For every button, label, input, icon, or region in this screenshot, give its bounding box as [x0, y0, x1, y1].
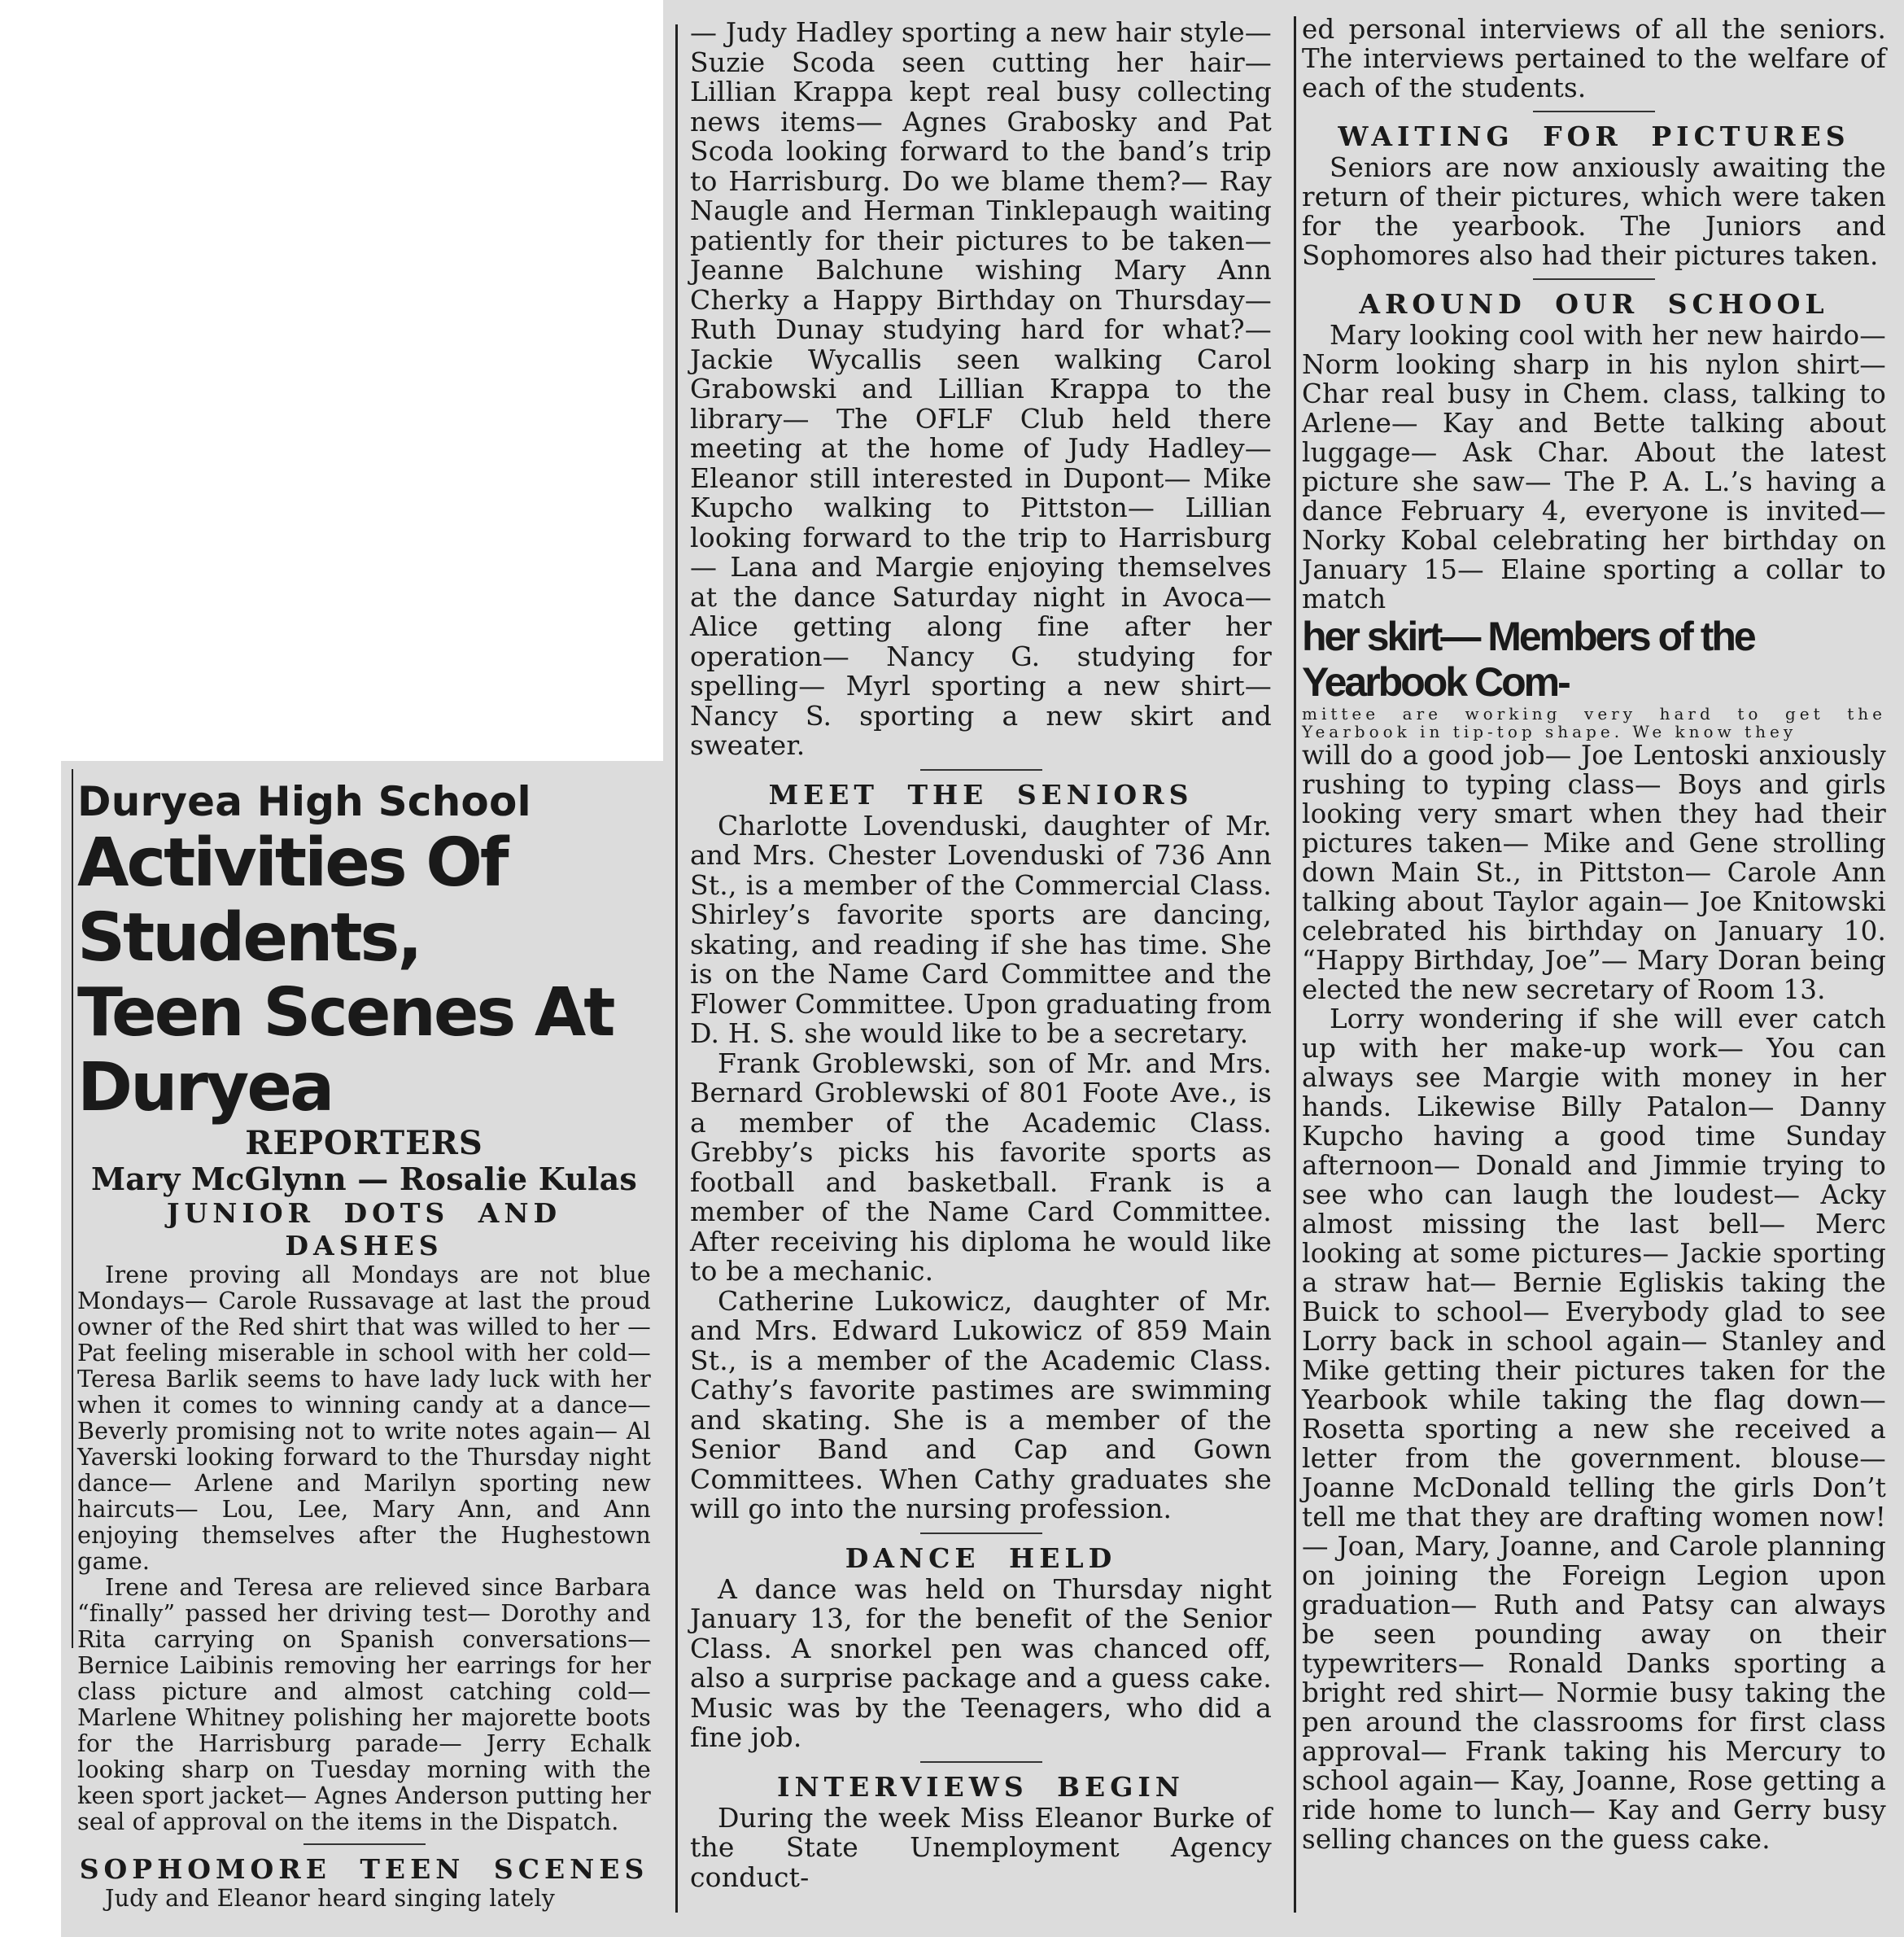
- article-paragraph: Irene proving all Mondays are not blue Mondays— Carole Russavage at last the proud owner of the Red shirt that was willed to her —Pat feeling miserable in school with her cold— Teresa Barlik seems to have lady luck with her when it comes to winning candy at a dance— Beverly promising not to write notes again— Al Yaverski looking forward to the Thursday night dance— Arlene and Marilyn sporting new haircuts— Lou, Lee, Mary Ann, and Ann enjoying themselves after the Hughestown game.: [77, 1261, 651, 1575]
- smeared-print-line: mittee are working very hard to get the Yearbook in tip-top shape. We know they: [1302, 704, 1886, 741]
- article-paragraph: Catherine Lukowicz, daughter of Mr. and Mrs. Edward Lukowicz of 859 Main St., is a member of the Academic Class. Cathy’s favorite pastimes are swimming and skating. She is a member of the Senior Band and Cap and Gown Committees. When Cathy graduates she will go into the nursing profession.: [690, 1284, 1272, 1524]
- article-paragraph: Irene and Teresa are relieved since Barbara “finally” passed her driving test— Dorothy and Rita carrying on Spanish conversations— Bernice Laibinis removing her earrings for her class picture and almost catching cold— Marlene Whitney polishing her majorette boots for the Harrisburg parade— Jerry Echalk looking sharp on Tuesday morning with the keen sport jacket— Agnes Anderson putting her seal of approval on the items in the Dispatch.: [77, 1574, 651, 1835]
- headline-block: [77, 777, 651, 1197]
- column-divider: [675, 24, 678, 1913]
- article-paragraph: A dance was held on Thursday night January 13, for the benefit of the Senior Class. A snorkel pen was chanced off, also a surprise package and a guess cake. Music was by the Teenagers, who did a fine job.: [690, 1572, 1272, 1753]
- smeared-print-line: her skirt— Members of the Yearbook Com-: [1302, 614, 1754, 705]
- section-heading: MEET THE SENIORS: [768, 778, 1194, 811]
- section-heading: DANCE HELD: [845, 1541, 1117, 1574]
- column-middle: [690, 18, 1272, 1892]
- article-paragraph: Lorry wondering if she will ever catch up with her make-up work— You can always see Margie with money in her hands. Likewise Billy Patalon— Danny Kupcho having a good time Sunday afternoon— Donald and Jimmie trying to see who can laugh the loudest— Acky almost missing the last bell— Merc looking at some pictures— Jackie sporting a straw hat— Bernie Egliskis taking the Buick to school— Everybody glad to see Lorry back in school again— Stanley and Mike getting their pictures taken for the Yearbook while taking the flag down— Rosetta sporting a new she received a letter from the government. blouse— Joanne McDonald telling the girls Don’t tell me that they are drafting women now!— Joan, Mary, Joanne, and Carole planning on joining the Foreign Legion upon graduation— Ruth and Patsy can always be seen pounding away on their typewriters— Ronald Danks sporting a bright red shirt— Normie busy taking the pen around the classrooms for first class approval— Frank taking his Mercury to school again— Kay, Joanne, Rose getting a ride home to lunch— Kay and Gerry busy selling chances on the guess cake.: [1302, 1003, 1886, 1855]
- article-paragraph: Mary looking cool with her new hairdo— Norm looking sharp in his nylon shirt— Char real busy in Chem. class, talking to Arlene— Kay and Bette talking about luggage— Ask Char. About the latest picture she saw— The P. A. L.’s having a dance February 4, everyone is invited— Norky Kobal celebrating her birthday on January 15— Elaine sporting a collar to match: [1302, 320, 1886, 614]
- section-heading: SOPHOMORE TEEN SCENES: [79, 1853, 649, 1885]
- divider-rule: [920, 1761, 1042, 1763]
- article-paragraph: — Judy Hadley sporting a new hair style— Suzie Scoda seen cutting her hair— Lillian Krappa kept real busy collecting news items— Agnes Grabosky and Pat Scoda looking forward to the band’s trip to Harrisburg. Do we blame them?— Ray Naugle and Herman Tinklepaugh waiting patiently for their pictures to be taken— Jeanne Balchune wishing Mary Ann Cherky a Happy Birthday on Thursday— Ruth Dunay studying hard for what?— Jackie Wycallis seen walking Carol Grabowski and Lillian Krappa to the library— The OFLF Club held there meeting at the home of Judy Hadley— Eleanor still interested in Dupont— Mike Kupcho walking to Pittston— Lillian looking forward to the trip to Harrisburg— Lana and Margie enjoying themselves at the dance Saturday night in Avoca— Alice getting along fine after her operation— Nancy G. studying for spelling— Myrl sporting a new shirt— Nancy S. sporting a new skirt and sweater.: [690, 16, 1272, 761]
- article-paragraph: Seniors are now anxiously awaiting the return of their pictures, which were taken for the yearbook. The Juniors and Sophomores also had their pictures taken.: [1302, 152, 1886, 271]
- article-paragraph: will do a good job— Joe Lentoski anxiously rushing to typing class— Boys and girls looking very smart when they had their pictures taken— Mike and Gene strolling down Main St., in Pittston— Carole Ann talking about Taylor again— Joe Knitowski celebrated his birthday on January 10. “Happy Birthday, Joe”— Mary Doran being elected the new secretary of Room 13.: [1302, 740, 1886, 1005]
- column-divider: [1294, 16, 1296, 1913]
- article-paragraph: During the week Miss Eleanor Burke of the State Unemployment Agency conduct-: [690, 1801, 1272, 1893]
- article-paragraph: Judy and Eleanor heard singing lately: [105, 1885, 556, 1912]
- headline-line-2: Teen Scenes At Duryea: [77, 974, 614, 1126]
- divider-rule: [304, 1843, 426, 1845]
- section-heading: INTERVIEWS BEGIN: [777, 1770, 1185, 1803]
- column-divider: [72, 769, 73, 1648]
- divider-rule: [920, 1533, 1042, 1534]
- headline-line-1: Activities Of Students,: [77, 824, 507, 977]
- section-heading: AROUND OUR SCHOOL: [1359, 288, 1829, 320]
- reporters-names: Mary McGlynn — Rosalie Kulas: [91, 1161, 637, 1197]
- divider-rule: [1533, 278, 1655, 280]
- kicker: Duryea High School: [77, 778, 531, 825]
- section-heading: JUNIOR DOTS AND DASHES: [166, 1197, 562, 1261]
- divider-rule: [1533, 111, 1655, 112]
- section-heading: WAITING FOR PICTURES: [1338, 120, 1850, 152]
- article-paragraph: Frank Groblewski, son of Mr. and Mrs. Bernard Groblewski of 801 Foote Ave., is a member of the Academic Class. Grebby’s picks his favorite sports as football and basketball. Frank is a member of the Name Card Committee. After receiving his diploma he would like to be a mechanic.: [690, 1047, 1272, 1287]
- article-paragraph: Charlotte Lovenduski, daughter of Mr. and Mrs. Chester Lovenduski of 736 Ann St., is a member of the Commercial Class. Shirley’s favorite sports are dancing, skating, and reading if she has time. She is on the Name Card Committee and the Flower Committee. Upon graduating from D. H. S. she would like to be a secretary.: [690, 809, 1272, 1049]
- column-left: [77, 777, 651, 1912]
- column-right: [1302, 15, 1886, 1854]
- reporters-label: REPORTERS: [245, 1124, 483, 1162]
- article-paragraph: ed personal interviews of all the seniors. The interviews pertained to the welfare of each of the students.: [1302, 14, 1886, 103]
- divider-rule: [920, 769, 1042, 771]
